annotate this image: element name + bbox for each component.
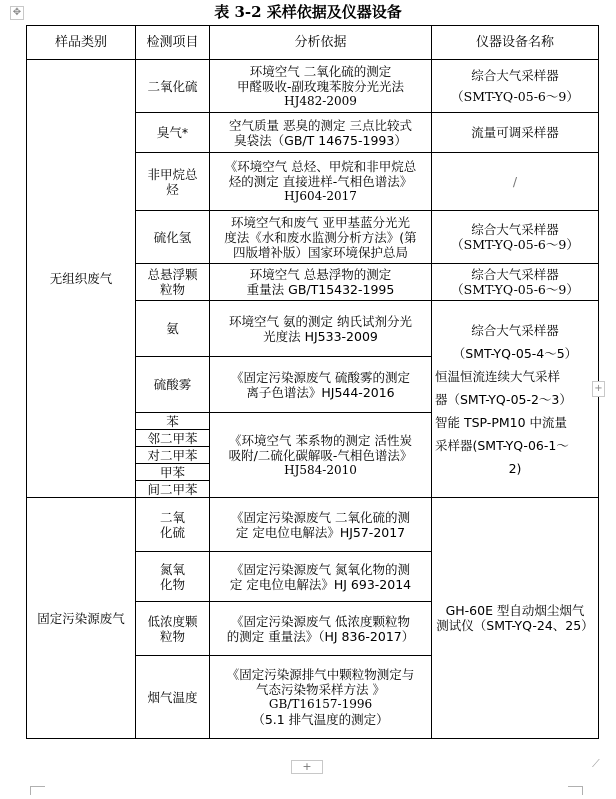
item-cell: 臭气* — [136, 113, 210, 153]
add-column-button[interactable]: + — [592, 381, 605, 397]
basis-cell: 空气质量 恶臭的测定 三点比较式 臭袋法（GB/T 14675-1993） — [210, 113, 432, 153]
category-stationary: 固定污染源废气 — [27, 498, 136, 739]
instrument-stack-cell: GH-60E 型自动烟尘烟气 测试仪（SMT-YQ-24、25） — [432, 498, 599, 739]
item-cell: 低浓度颗 粒物 — [136, 602, 210, 656]
basis-cell: 《固定污染源废气 低浓度颗粒物 的测定 重量法》（HJ 836-2017） — [210, 602, 432, 656]
table-caption: 表 3-2 采样依据及仪器设备 — [214, 3, 402, 21]
item-cell: 总悬浮颗 粒物 — [136, 264, 210, 301]
add-row-button[interactable]: + — [291, 760, 323, 774]
header-instrument: 仪器设备名称 — [432, 26, 599, 60]
basis-cell: 《固定污染源排气中颗粒物测定与 气态污染物采样方法 》 GB/T16157-1996 （5.1 排气温度的测定） — [210, 656, 432, 739]
basis-cell: 环境空气 二氧化硫的测定 甲醛吸收-副玫瑰苯胺分光光法 HJ482-2009 — [210, 60, 432, 113]
item-cell: 二氧化硫 — [136, 60, 210, 113]
header-row — [27, 26, 599, 60]
basis-cell: 环境空气和废气 亚甲基蓝分光光 度法《水和废水监测分析方法》(第 四版增补版）国家环境保护总局 — [210, 211, 432, 264]
instrument-cell: 流量可调采样器 — [432, 113, 599, 153]
instrument-cell: 综合大气采样器 （SMT-YQ-05-6～9） — [432, 211, 599, 264]
instrument-merged-cell: 综合大气采样器 （SMT-YQ-05-4～5） 恒温恒流连续大气采样 器（SMT-YQ-05-2～3） 智能 TSP-PM10 中流量 采样器(SMT-YQ-06-1～ 2) — [432, 301, 599, 498]
item-cell: 间二甲苯 — [136, 481, 210, 498]
header-sample-category: 样品类别 — [27, 26, 136, 60]
table-resize-handle[interactable]: ⟋ — [592, 757, 600, 770]
page-corner-mark-left — [30, 786, 45, 795]
item-cell: 邻二甲苯 — [136, 430, 210, 447]
item-cell: 氮氧 化物 — [136, 552, 210, 602]
basis-cell: 环境空气 总悬浮物的测定 重量法 GB/T15432-1995 — [210, 264, 432, 301]
basis-cell: 《环境空气 总烃、甲烷和非甲烷总 烃的测定 直接进样-气相色谱法》 HJ604-2017 — [210, 153, 432, 211]
header-test-item: 检测项目 — [136, 26, 210, 60]
item-cell: 二氧 化硫 — [136, 498, 210, 552]
instrument-cell: / — [432, 153, 599, 211]
basis-cell: 《固定污染源废气 二氧化硫的测 定 定电位电解法》HJ57-2017 — [210, 498, 432, 552]
item-cell: 苯 — [136, 413, 210, 430]
item-cell: 对二甲苯 — [136, 447, 210, 464]
table-row — [27, 498, 599, 552]
category-fugitive: 无组织废气 — [27, 60, 136, 498]
table-row — [27, 60, 599, 113]
item-cell: 硫酸雾 — [136, 357, 210, 413]
basis-cell: 环境空气 氨的测定 纳氏试剂分光 光度法 HJ533-2009 — [210, 301, 432, 357]
table-move-handle[interactable]: ✥ — [10, 6, 24, 20]
item-cell: 非甲烷总 烃 — [136, 153, 210, 211]
header-analysis-basis: 分析依据 — [210, 26, 432, 60]
instrument-cell: 综合大气采样器 （SMT-YQ-05-6～9） — [432, 264, 599, 301]
item-cell: 甲苯 — [136, 464, 210, 481]
basis-cell: 《环境空气 苯系物的测定 活性炭 吸附/二硫化碳解吸-气相色谱法》 HJ584-2010 — [210, 413, 432, 498]
page-corner-mark-right — [568, 786, 583, 795]
basis-cell: 《固定污染源废气 硫酸雾的测定 离子色谱法》HJ544-2016 — [210, 357, 432, 413]
item-cell: 氨 — [136, 301, 210, 357]
item-cell: 烟气温度 — [136, 656, 210, 739]
sampling-table — [26, 25, 599, 739]
instrument-cell: 综合大气采样器 （SMT-YQ-05-6～9） — [432, 60, 599, 113]
item-cell: 硫化氢 — [136, 211, 210, 264]
basis-cell: 《固定污染源废气 氮氧化物的测 定 定电位电解法》HJ 693-2014 — [210, 552, 432, 602]
